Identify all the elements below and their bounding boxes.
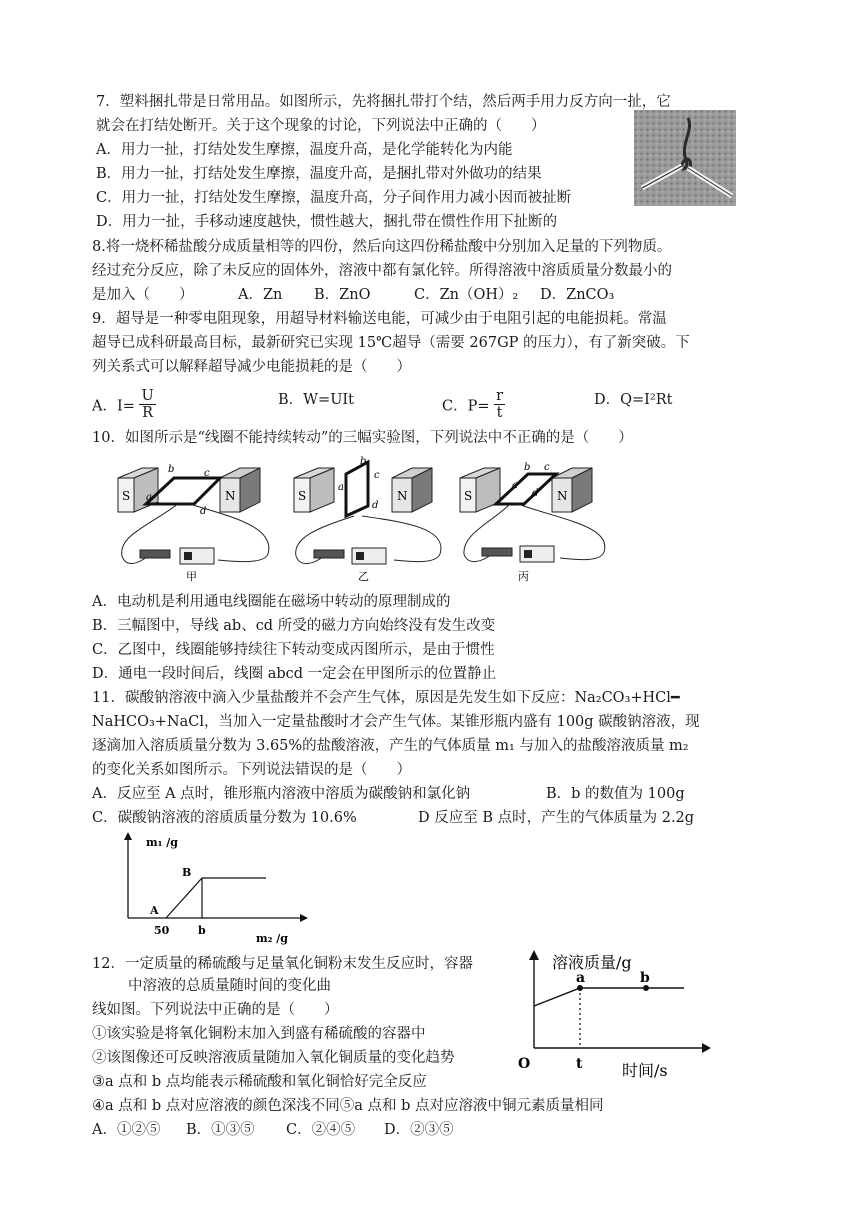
q8-option-c: C．Zn（OH）₂ bbox=[414, 287, 519, 303]
q9-option-b: B．W=UIt bbox=[278, 392, 354, 408]
q9-option-c-lhs: P= bbox=[467, 398, 490, 415]
q8-stem-line3: 是加入（ ） bbox=[92, 287, 194, 303]
q9-stem-line1: 9．超导是一种零电阻现象，用超导材料输送电能，可减少由于电阻引起的电能损耗。常温 bbox=[92, 311, 667, 327]
q11-graph bbox=[116, 830, 316, 950]
q12-option-b: B．①③⑤ bbox=[186, 1122, 255, 1138]
q10-figure-yi bbox=[284, 456, 454, 584]
q9-option-a-lhs: I= bbox=[116, 398, 135, 415]
q9-stem-line2: 超导已成科研最高目标，最新研究已实现 15℃超导（需要 267GP 的压力），有了新突破。下 bbox=[92, 335, 690, 351]
wire-d-label: d bbox=[200, 506, 207, 517]
q12-point-a: a bbox=[576, 970, 586, 986]
wire-c-label: c bbox=[374, 470, 380, 481]
wire-c-label: c bbox=[204, 468, 210, 479]
q10-figure-jia bbox=[108, 456, 283, 584]
q11-option-c: C．碳酸钠溶液的溶质质量分数为 10.6% bbox=[92, 810, 357, 826]
q12-origin: O bbox=[518, 1056, 531, 1072]
q9-option-d: D．Q=I²Rt bbox=[594, 392, 673, 408]
q12-statement-4: ④a 点和 b 点对应溶液的颜色深浅不同⑤a 点和 b 点对应溶液中铜元素质量相同 bbox=[92, 1098, 604, 1114]
magnet-s-label: S bbox=[298, 489, 307, 503]
q10-figure-bing bbox=[452, 456, 620, 584]
q12-option-a: A．①②⑤ bbox=[92, 1122, 161, 1138]
figure-bing-label: 丙 bbox=[518, 570, 529, 583]
q12-xlabel: 时间/s bbox=[622, 1061, 668, 1080]
figure-jia-label: 甲 bbox=[186, 570, 197, 583]
magnet-s-label: S bbox=[464, 489, 473, 503]
magnet-n-label: N bbox=[557, 489, 568, 503]
q8-option-d: D．ZnCO₃ bbox=[540, 287, 615, 303]
q10-option-b: B．三幅图中，导线 ab、cd 所受的磁力方向始终没有发生改变 bbox=[92, 618, 496, 634]
magnet-n-label: N bbox=[397, 489, 408, 503]
q7-stem-line2: 就会在打结处断开。关于这个现象的讨论，下列说法中正确的（ ） bbox=[96, 118, 546, 134]
q10-option-a: A．电动机是利用通电线圈能在磁场中转动的原理制成的 bbox=[92, 594, 451, 610]
q9-a-denominator: R bbox=[142, 405, 154, 421]
q11-point-b: B bbox=[182, 866, 192, 879]
figure-yi-label: 乙 bbox=[358, 570, 369, 583]
q11-point-a: A bbox=[150, 904, 159, 917]
q11-stem-line3: 逐滴加入溶质质量分数为 3.65%的盐酸溶液，产生的气体质量 m₁ 与加入的盐酸溶液质量 m₂ bbox=[92, 738, 689, 754]
q11-stem-line2: NaHCO₃+NaCl，当加入一定量盐酸时才会产生气体。某锥形瓶内盛有 100g 碳酸钠溶液，现 bbox=[92, 714, 700, 730]
wire-a-label: a bbox=[512, 480, 518, 491]
q8-stem-line1: 8.将一烧杯稀盐酸分成质量相等的四份，然后向这四份稀盐酸中分别加入足量的下列物质。 bbox=[92, 239, 672, 255]
q8-option-a: A．Zn bbox=[238, 287, 283, 303]
wire-a-label: a bbox=[146, 492, 152, 503]
q9-option-c-prefix: C． bbox=[442, 398, 468, 415]
wire-d-label: d bbox=[532, 488, 539, 499]
magnet-n-label: N bbox=[225, 489, 236, 503]
q7-option-c: C．用力一扯，打结处发生摩擦，温度升高，分子间作用力减小因而被扯断 bbox=[96, 190, 572, 206]
magnet-s-label: S bbox=[122, 489, 131, 503]
q9-c-numerator: r bbox=[496, 388, 504, 404]
q12-statement-1: ①该实验是将氧化铜粉末加入到盛有稀硫酸的容器中 bbox=[92, 1026, 426, 1042]
q12-statement-3: ③a 点和 b 点均能表示稀硫酸和氧化铜恰好完全反应 bbox=[92, 1074, 427, 1090]
q12-point-b: b bbox=[640, 970, 650, 986]
wire-a-label: a bbox=[338, 482, 344, 493]
q11-option-d: D 反应至 B 点时，产生的气体质量为 2.2g bbox=[418, 810, 695, 826]
q12-ylabel: 溶液质量/g bbox=[552, 953, 632, 972]
q12-tick-t: t bbox=[576, 1056, 583, 1072]
q11-option-a: A．反应至 A 点时，锥形瓶内溶液中溶质为碳酸钠和氯化钠 bbox=[92, 786, 471, 802]
q7-option-d: D．用力一扯，手移动速度越快，惯性越大，捆扎带在惯性作用下扯断的 bbox=[96, 214, 558, 230]
q10-stem: 10．如图所示是“线圈不能持续转动”的三幅实验图，下列说法中不正确的是（ ） bbox=[92, 430, 633, 446]
q12-option-d: D．②③⑤ bbox=[384, 1122, 454, 1138]
q9-option-a bbox=[92, 390, 156, 423]
q11-tick-50: 50 bbox=[154, 924, 170, 937]
q9-option-c bbox=[442, 390, 505, 423]
q7-strap-photo bbox=[634, 110, 736, 206]
q11-ylabel: m₁ /g bbox=[146, 836, 178, 849]
q11-xlabel: m₂ /g bbox=[256, 932, 288, 945]
q7-option-a: A．用力一扯，打结处发生摩擦，温度升高，是化学能转化为内能 bbox=[96, 142, 513, 158]
q10-option-c: C．乙图中，线圈能够持续往下转动变成丙图所示，是由于惯性 bbox=[92, 642, 495, 658]
q7-option-b: B．用力一扯，打结处发生摩擦，温度升高，是捆扎带对外做功的结果 bbox=[96, 166, 542, 182]
q8-option-b: B．ZnO bbox=[314, 287, 371, 303]
wire-b-label: b bbox=[168, 464, 175, 475]
q10-option-d: D．通电一段时间后，线圈 abcd 一定会在甲图所示的位置静止 bbox=[92, 666, 497, 682]
q12-statement-2: ②该图像还可反映溶液质量随加入氧化铜质量的变化趋势 bbox=[92, 1050, 455, 1066]
q8-stem-line2: 经过充分反应，除了未反应的固体外，溶液中都有氯化锌。所得溶液中溶质质量分数最小的 bbox=[92, 263, 672, 279]
q9-stem-line3: 列关系式可以解释超导减少电能损耗的是（ ） bbox=[92, 359, 411, 375]
q9-c-denominator: t bbox=[496, 405, 503, 421]
wire-d-label: d bbox=[372, 500, 379, 511]
q12-option-c: C．②④⑤ bbox=[286, 1122, 356, 1138]
wire-b-label: b bbox=[360, 456, 367, 467]
q12-stem-line3: 线如图。下列说法中正确的是（ ） bbox=[92, 1002, 339, 1018]
q11-tick-b: b bbox=[198, 924, 206, 937]
q11-stem-line4: 的变化关系如图所示。下列说法错误的是（ ） bbox=[92, 762, 411, 778]
q11-stem-line1: 11．碳酸钠溶液中滴入少量盐酸并不会产生气体，原因是先发生如下反应：Na₂CO₃+HCl━ bbox=[92, 690, 680, 706]
wire-c-label: c bbox=[544, 462, 550, 473]
q11-option-b: B．b 的数值为 100g bbox=[546, 786, 685, 802]
q9-option-a-prefix: A． bbox=[92, 398, 117, 415]
q12-stem-line1: 12．一定质量的稀硫酸与足量氧化铜粉末发生反应时，容器 bbox=[92, 956, 473, 972]
q9-a-numerator: U bbox=[141, 388, 154, 404]
wire-b-label: b bbox=[524, 462, 531, 473]
q7-stem-line1: 7．塑料捆扎带是日常用品。如图所示，先将捆扎带打个结，然后两手用力反方向一扯，它 bbox=[96, 94, 671, 110]
q12-graph bbox=[514, 946, 714, 1086]
q12-stem-line2: 中溶液的总质量随时间的变化曲 bbox=[128, 978, 331, 994]
